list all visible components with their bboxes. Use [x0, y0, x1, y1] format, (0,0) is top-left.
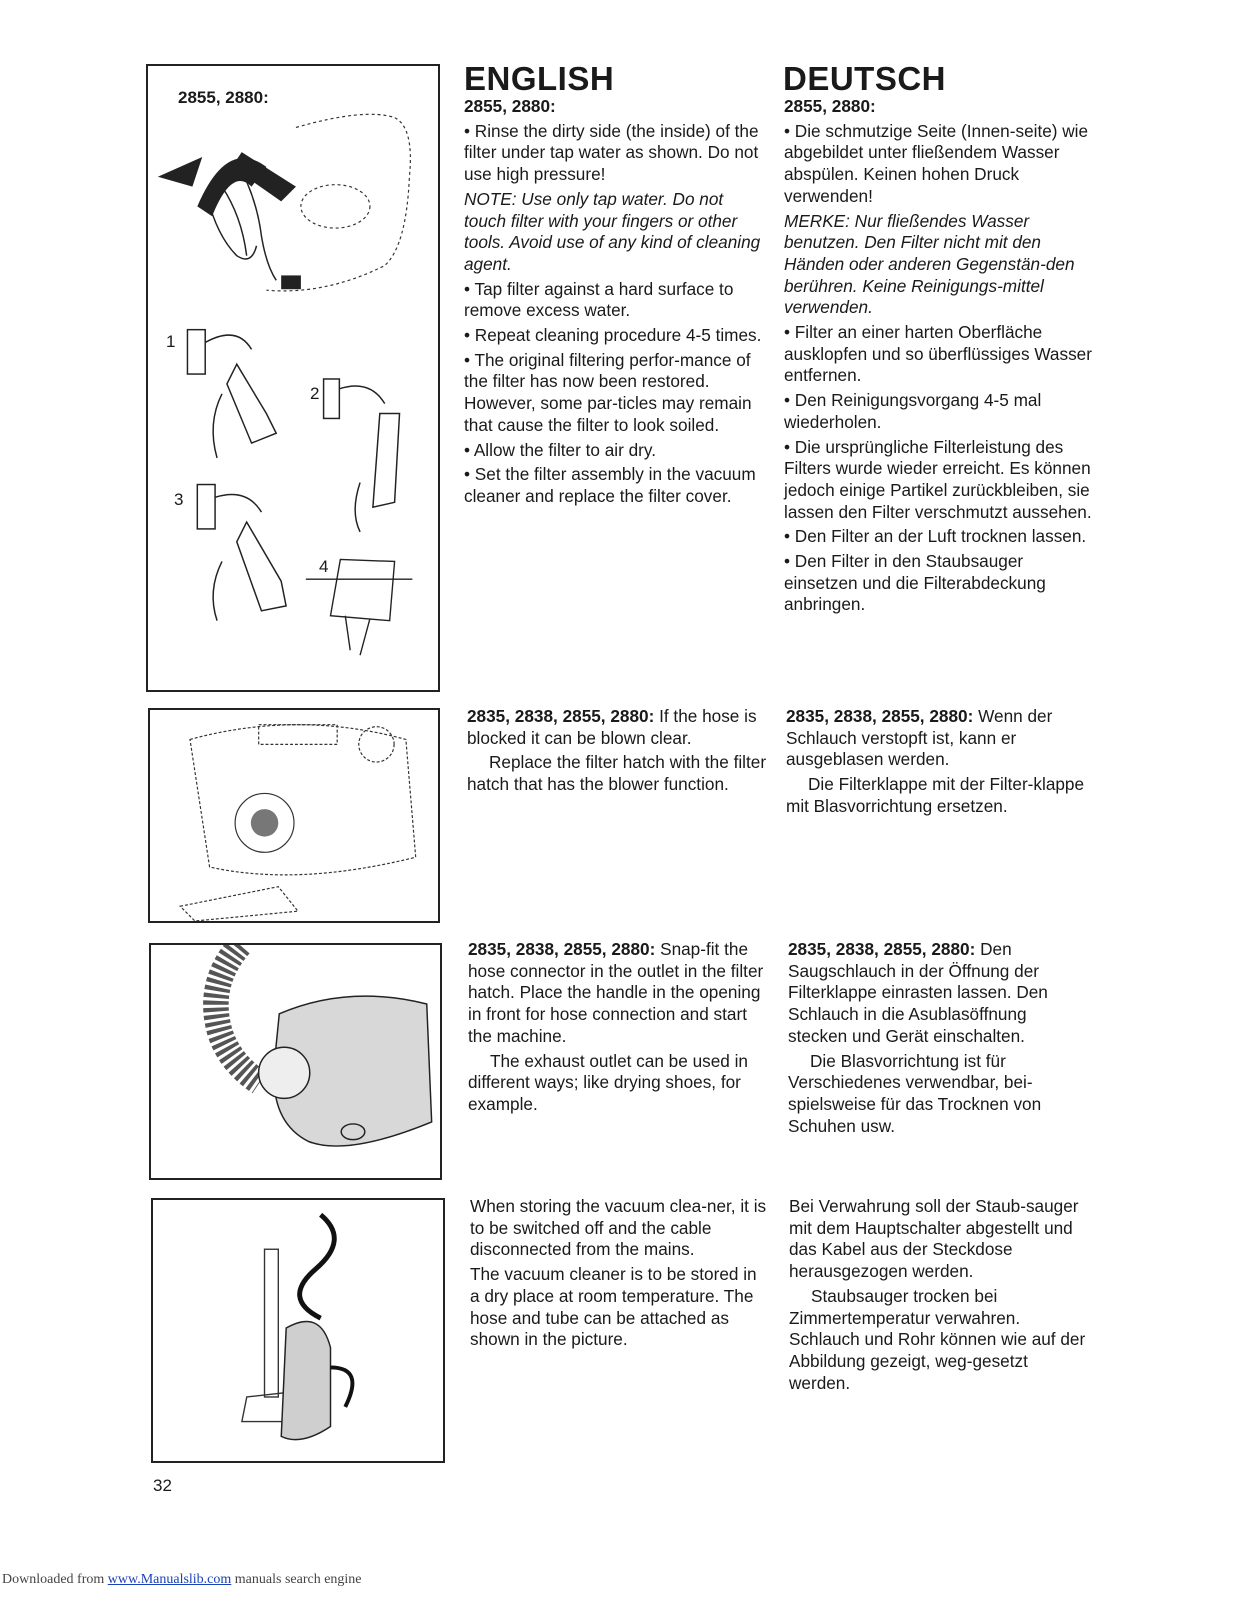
download-footer	[2, 1572, 362, 1588]
paragraph-text: If the hose is blocked it can be blown clear.	[467, 706, 757, 748]
model-label: 2835, 2838, 2855, 2880:	[467, 706, 655, 726]
model-label: 2835, 2838, 2855, 2880:	[788, 939, 976, 959]
figure-model-label: 2855, 2880:	[178, 88, 269, 107]
model-label: 2835, 2838, 2855, 2880:	[786, 706, 974, 726]
paragraph: Die Filterklappe mit der Filter-klappe mit Blasvorrichtung ersetzen.	[786, 774, 1085, 816]
paragraph-text: Den Saugschlauch in der Öffnung der Filterklappe einrasten lassen. Den Schlauch in die Asublasöffnung stecken und Gerät einschalten.	[788, 939, 1048, 1046]
instruction: • Set the filter assembly in the vacuum cleaner and replace the filter cover.	[464, 464, 756, 506]
filter-rinse-illustration	[148, 66, 438, 690]
step-number: 3	[174, 490, 184, 509]
paragraph: Replace the filter hatch with the filter hatch that has the blower function.	[467, 752, 767, 795]
paragraph-text: Wenn der Schlauch verstopft ist, kann er ausgeblasen werden.	[786, 706, 1053, 770]
manualslib-link[interactable]: www.Manualslib.com	[107, 1572, 232, 1587]
figure-filter-rinse	[146, 64, 440, 692]
paragraph	[786, 706, 1086, 771]
german-heading: DEUTSCH	[783, 60, 947, 97]
hose-connector-illustration	[151, 945, 440, 1178]
block4-german	[789, 1196, 1089, 1397]
model-label: 2835, 2838, 2855, 2880:	[468, 939, 656, 959]
instruction: • Rinse the dirty side (the inside) of the filter under tap water as shown. Do not use high pressure!	[464, 120, 759, 185]
instruction: • Den Filter in den Staubsauger einsetzen und die Filterabdeckung anbringen.	[784, 551, 1046, 615]
paragraph: Bei Verwahrung soll der Staub-sauger mit dem Hauptschalter abgestellt und das Kabel aus der Steckdose herausgezogen werden.	[789, 1196, 1079, 1282]
instruction: • Die schmutzige Seite (Innen-seite) wie abgebildet unter fließendem Wasser abspülen. Keinen hohen Druck verwenden!	[784, 120, 1089, 206]
english-heading: ENGLISH	[464, 60, 615, 97]
paragraph: When storing the vacuum clea-ner, it is to be switched off and the cable disconnected from the mains.	[470, 1196, 767, 1260]
paragraph: Die Blasvorrichtung ist für Verschiedenes verwendbar, bei-spielsweise für das Trocknen von Schuhen usw.	[788, 1050, 1042, 1136]
block4-english	[470, 1196, 770, 1354]
paragraph	[467, 706, 767, 749]
paragraph: The vacuum cleaner is to be stored in a dry place at room temperature. The hose and tube can be attached as shown in the picture.	[470, 1264, 757, 1350]
paragraph	[788, 939, 1088, 1048]
instruction: • Den Filter an der Luft trocknen lassen.	[784, 526, 1087, 547]
block3-german	[788, 939, 1088, 1140]
instruction: • Allow the filter to air dry.	[464, 439, 656, 460]
model-label: 2855, 2880:	[464, 96, 556, 116]
paragraph	[468, 939, 768, 1048]
step-number: 2	[310, 384, 320, 403]
instruction: • Repeat cleaning procedure 4-5 times.	[464, 325, 762, 346]
instruction: • Tap filter against a hard surface to remove excess water.	[464, 278, 734, 321]
block1-german	[784, 96, 1094, 619]
storage-illustration	[153, 1200, 443, 1461]
instruction: • The original filtering perfor-mance of the filter has now been restored. However, some par-ticles may remain that cause the filter to look soiled.	[464, 349, 752, 435]
footer-suffix: manuals search engine	[231, 1572, 362, 1587]
block2-german	[786, 706, 1086, 821]
model-label: 2855, 2880:	[784, 96, 876, 116]
instruction: • Den Reinigungsvorgang 4-5 mal wiederholen.	[784, 390, 1042, 432]
instruction: • Die ursprüngliche Filterleistung des Filters wurde wieder erreicht. Es können jedoch einige Partikel zurückbleiben, sie lassen den Filter verschmutzt aussehen.	[784, 436, 1092, 522]
note: NOTE: Use only tap water. Do not touch filter with your fingers or other tools. Avoid use of any kind of cleaning agent.	[464, 188, 761, 274]
page-number: 32	[153, 1476, 172, 1495]
block2-english	[467, 706, 767, 799]
paragraph: The exhaust outlet can be used in different ways; like drying shoes, for example.	[468, 1050, 748, 1114]
block3-english	[468, 939, 768, 1119]
paragraph: Staubsauger trocken bei Zimmertemperatur verwahren. Schlauch und Rohr können wie auf der Abbildung gezeigt, weg-gesetzt werden.	[789, 1285, 1086, 1393]
note: MERKE: Nur fließendes Wasser benutzen. Den Filter nicht mit den Händen oder anderen Gegenstän-den berühren. Keine Reinigungs-mittel verwenden.	[784, 210, 1075, 318]
step-number: 4	[319, 557, 329, 576]
footer-prefix: Downloaded from	[2, 1572, 108, 1587]
instruction: • Filter an einer harten Oberfläche ausklopfen und so überflüssiges Wasser entfernen.	[784, 322, 1092, 386]
filter-hatch-illustration	[150, 710, 438, 921]
figure-storage	[151, 1198, 445, 1463]
block1-english	[464, 96, 764, 511]
figure-filter-hatch	[148, 708, 440, 923]
step-number: 1	[166, 332, 176, 351]
paragraph-text: Snap-fit the hose connector in the outlet in the filter hatch. Place the handle in the opening in front for hose connection and start the machine.	[468, 939, 764, 1046]
figure-hose-connector	[149, 943, 442, 1180]
